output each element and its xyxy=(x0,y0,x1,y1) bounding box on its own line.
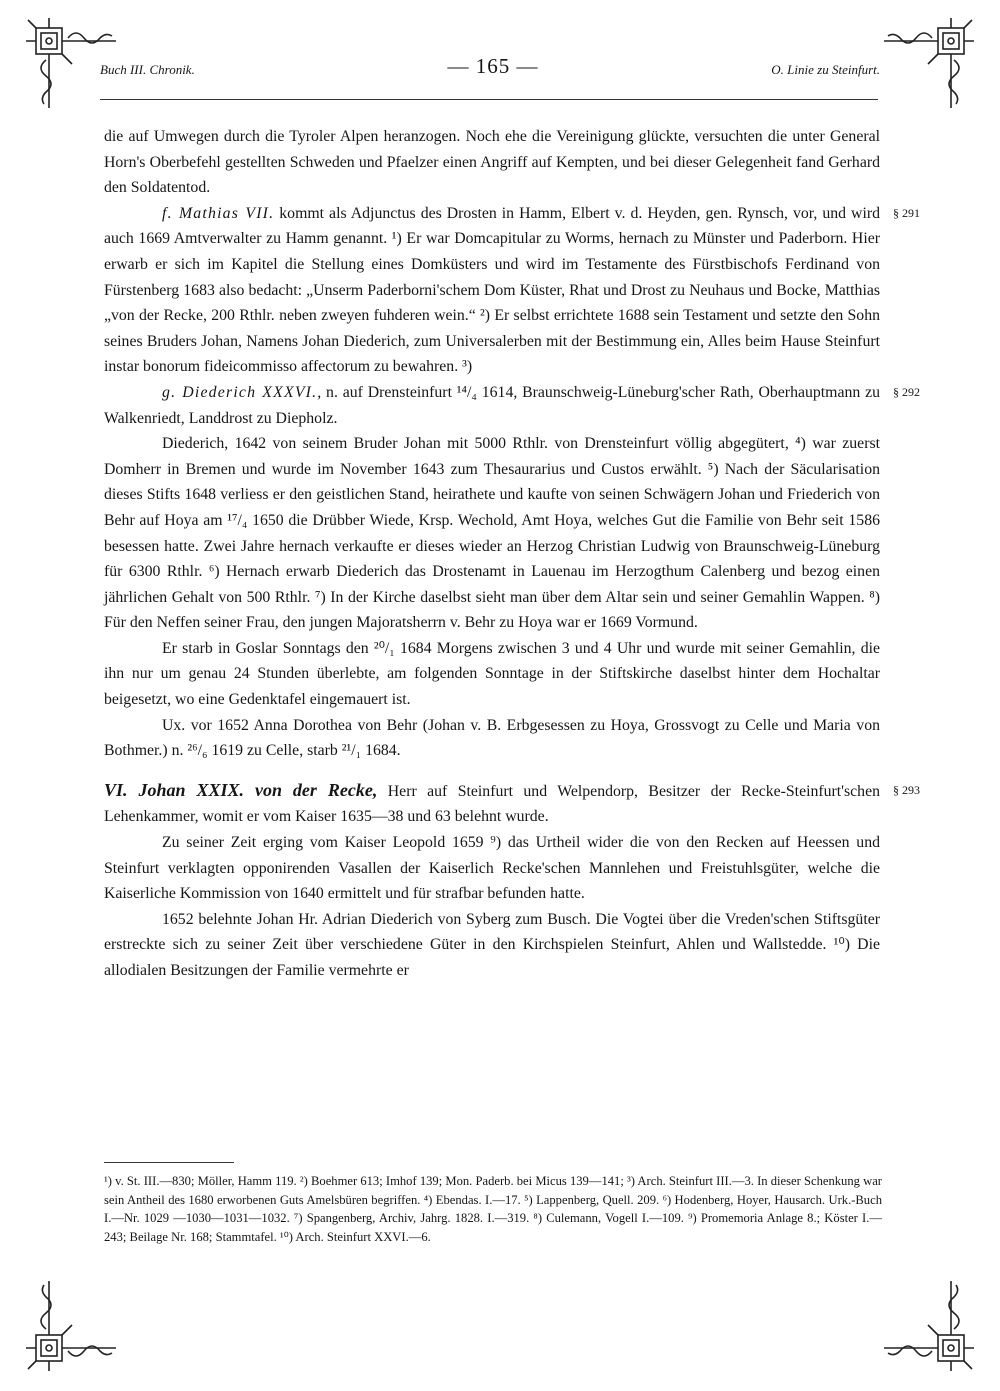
corner-ornament-bottom-left xyxy=(22,1279,118,1375)
header-section-title: O. Linie zu Steinfurt. xyxy=(771,62,880,77)
running-header xyxy=(100,54,886,90)
paragraph-8: Zu seiner Zeit erging vom Kaiser Leopold 1659 ⁹) das Urtheil wider die von den Recken auf Heessen und Steinfurt verklagten opponirenden Vasallen der Kaiserlich Recke'schen Mannlehen und Freistuhlsgüter, welche die Kaiserliche Kommission von 1640 ermittelt und für strafbar befunden hatte. xyxy=(104,834,880,903)
footnotes xyxy=(104,1172,882,1247)
paragraph-9: 1652 belehnte Johan Hr. Adrian Diederich von Syberg zum Busch. Die Vogtei über die Vreden'schen Stiftsgüter erstreckte sich zu seiner Zeit über verschiedene Güter in den Kirchspielen Steinfurt, Ahlen und Wallstedde. ¹⁰) Die allodialen Besitzungen der Familie vermehrte er xyxy=(104,910,880,979)
entry-text-diederich: , n. auf Drensteinfurt ¹⁴/₄ 1614, Braunschweig-Lüneburg'scher Rath, Oberhauptmann zu Walkenriedt, Landdrost zu Diepholz. xyxy=(104,383,880,427)
body-text xyxy=(104,124,920,984)
section-text-johan: Herr auf Steinfurt und Welpendorp, Besitzer der Recke-Steinfurt'schen Lehenkammer, womit er vom Kaiser 1635—38 und 63 belehnt wurde. xyxy=(104,782,880,826)
paragraph-1: die auf Umwegen durch die Tyroler Alpen heranzogen. Noch ehe die Vereinigung glückte, versuchten die unter General Horn's Oberbefehl gestellten Schweden und Pfaelzer einen Angriff auf Kempten, und bei dieser Gelegenheit fand Gerhard den Soldatentod. xyxy=(104,128,880,197)
header-book-title: Buch III. Chronik. xyxy=(100,62,195,77)
paragraph-mathias xyxy=(104,201,920,380)
margin-note-293: § 293 xyxy=(893,782,920,797)
header-rule xyxy=(100,99,878,100)
page-number: — 165 — xyxy=(447,54,539,78)
paragraph-diederich xyxy=(104,380,920,431)
entry-text-mathias: kommt als Adjunctus des Drosten in Hamm, Elbert v. d. Heyden, gen. Rynsch, vor, und wird auch 1669 Amtverwalter zu Hamm genannt. ¹) Er war Domcapitular zu Worms, hernach zu Münster und Paderborn. Hier erwarb er sich im Kapitel die Stellung eines Domküsters und wird im Testamente des Fürstbischofs Ferdinand von Fürstenberg 1683 also bedacht: „Unserm Paderborni'schem Dom Küster, Rhat und Drost zu Neuhaus und Bocke, Matthias „von der Recke, 200 Rthlr. neben zweyen fuhderen wein.“ ²) Er selbst errichtete 1688 sein Testament und setzte den Sohn seines Bruders Johan, Namens Johan Diederich, zum Universalerben mit der Bestimmung ein, Alles beim Hause Steinfurt instar bonorum fideicommisso affectorum zu bewahren. ³) xyxy=(104,204,880,376)
footnote-rule xyxy=(104,1162,234,1163)
paragraph-6: Ux. vor 1652 Anna Dorothea von Behr (Johan v. B. Erbgesessen zu Hoya, Grossvogt zu Celle und Maria von Bothmer.) n. ²⁶/₆ 1619 zu Celle, starb ²¹/₁ 1684. xyxy=(104,716,880,760)
paragraph-johan xyxy=(104,778,920,830)
paragraph-5: Er starb in Goslar Sonntags den ²⁰/₁ 1684 Morgens zwischen 3 und 4 Uhr und wurde mit seiner Gemahlin, die ihn nur um genau 24 Stunden überlebte, am folgenden Sonntage in der Stiftskirche daselbst hinter dem Hochaltar beigesetzt, wo eine Gedenktafel eingemauert ist. xyxy=(104,639,880,709)
footnote-text: ¹) v. St. III.—830; Möller, Hamm 119. ²) Boehmer 613; Imhof 139; Mon. Paderb. bei Micus 139—141; ³) Arch. Steinfurt III.—3. In dieser Schenkung war sein Antheil des 1680 erworbenen Guts Amelsbüren begriffen. ⁴) Ebendas. I.—17. ⁵) Lappenberg, Quell. 209. ⁶) Hodenberg, Hoyer, Hausarch. Urk.-Buch I.—Nr. 1029 —1030—1031—1032. ⁷) Spangenberg, Archiv, Jahrg. 1828. I.—319. ⁸) Culemann, Vogell I.—109. ⁹) Promemoria Anlage 8.; Köster I.—243; Beilage Nr. 168; Stammtafel. ¹⁰) Arch. Steinfurt XXVI.—6. xyxy=(104,1174,882,1245)
paragraph-4: Diederich, 1642 von seinem Bruder Johan mit 5000 Rthlr. von Drensteinfurt völlig abgegütert, ⁴) war zuerst Domherr in Bremen und wurde im November 1643 zum Thesaurarius und Custos erwählt. ⁵) Nach der Säcularisation dieses Stifts 1648 verliess er den geistlichen Stand, heirathete und kaufte von seinen Schwägern Johan und Friederich von Behr auf Hoya am ¹⁷/₄ 1650 die Drübber Wiede, Krsp. Wechold, Amt Hoya, welches Gut die Familie von Behr seit 1586 besessen hatte. Zwei Jahre hernach verkaufte er dieses wieder an Herzog Christian Ludwig von Braunschweig-Lüneburg für 6300 Rthlr. ⁶) Hernach erwarb Diederich das Drostenamt in Lauenau im Herzogthum Calenberg und bezog einen jährlichen Gehalt von 500 Rthlr. ⁷) In der Kirche daselbst sieht man über dem Altar sein und seiner Gemahlin Wappen. ⁸) Für den Neffen seiner Frau, den jungen Majoratsherrn v. Behr zu Hoya war er 1669 Vormund. xyxy=(104,435,880,632)
entry-head-mathias: f. Mathias VII. xyxy=(162,204,275,222)
corner-ornament-top-right xyxy=(882,14,978,110)
entry-head-diederich: g. Diederich XXXVI. xyxy=(162,383,318,401)
corner-ornament-bottom-right xyxy=(882,1279,978,1375)
section-gap xyxy=(104,764,880,778)
margin-note-292: § 292 xyxy=(893,384,920,399)
section-heading-johan: VI. Johan XXIX. von der Recke, xyxy=(104,779,378,800)
margin-note-291: § 291 xyxy=(893,205,920,220)
